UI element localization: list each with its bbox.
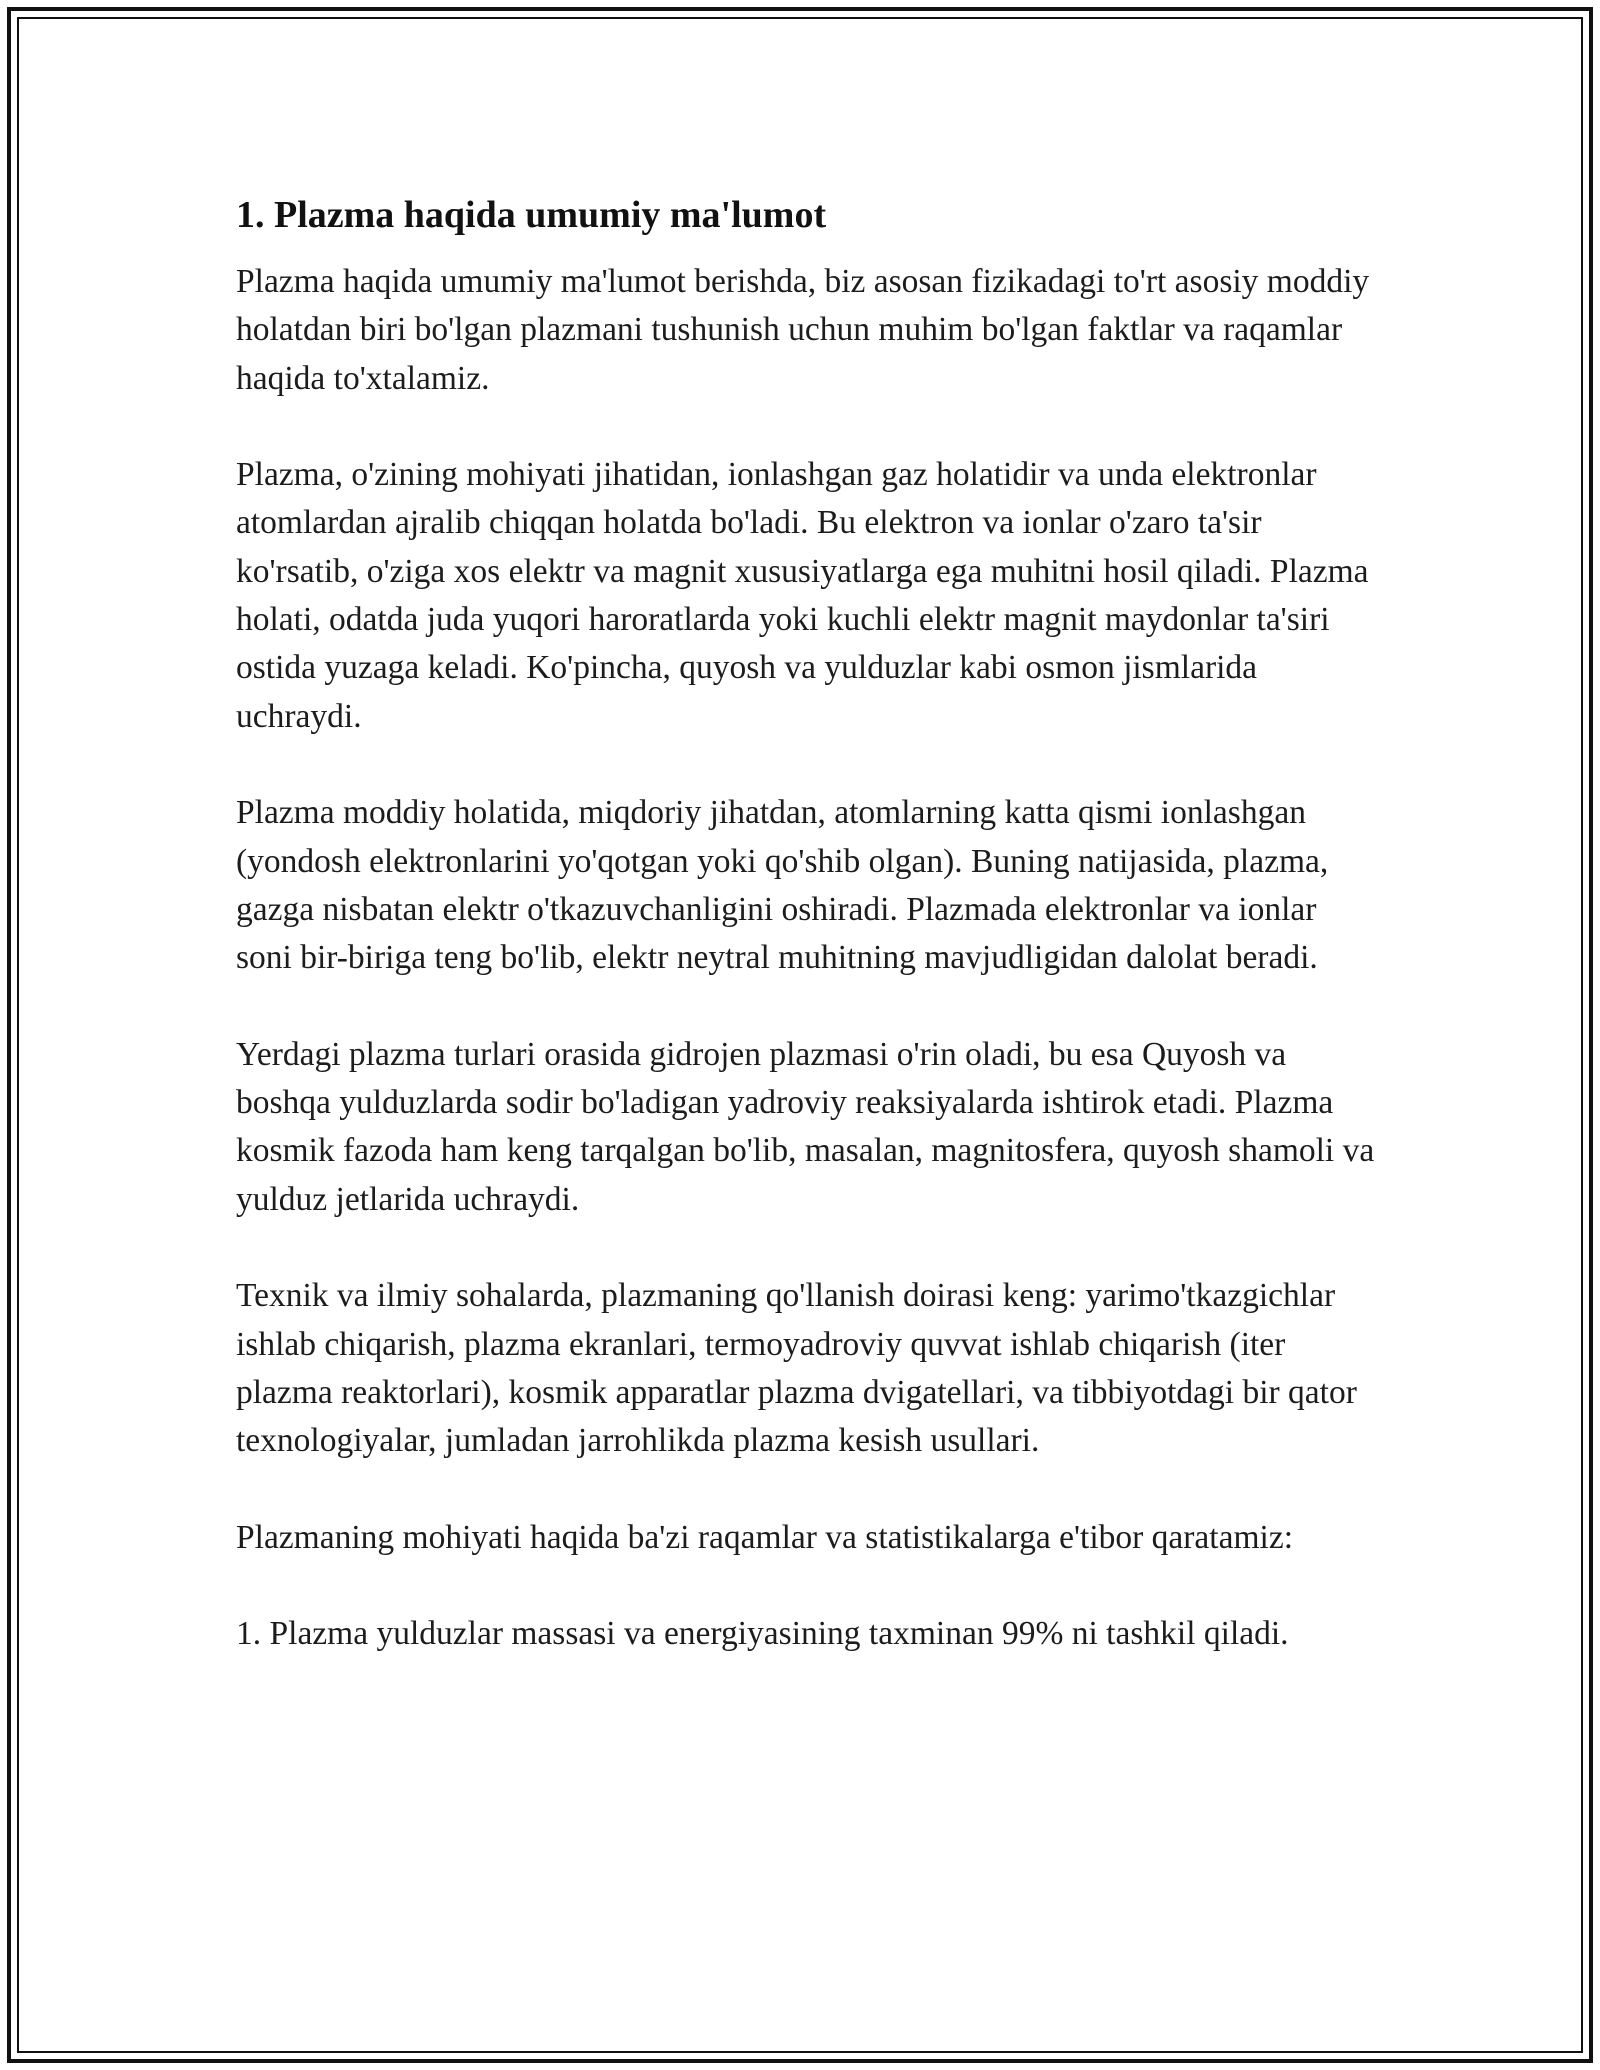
paragraph-intro: Plazma haqida umumiy ma'lumot berishda, biz asosan fizikadagi to'rt asosiy moddiy holatdan biri bo'lgan plazmani tushunish uchun muhim bo'lgan faktlar va raqamlar haqida to'xtalamiz.	[236, 263, 1370, 397]
paragraph-stat-item-1: 1. Plazma yulduzlar massasi va energiyasining taxminan 99% ni tashkil qiladi.	[236, 1615, 1289, 1653]
paragraph-definition: Plazma, o'zining mohiyati jihatidan, ionlashgan gaz holatidir va unda elektronlar atomlardan ajralib chiqqan holatda bo'ladi. Bu elektron va ionlar o'zaro ta'sir ko'rsatib, o'ziga xos elektr va magnit xususiyatlarga ega muhitni hosil qiladi. Plazma holati, odatda juda yuqori haroratlarda yoki kuchli elektr magnit maydonlar ta'siri ostida yuzaga keladi. Ko'pincha, quyosh va yulduzlar kabi osmon jismlarida uchraydi.	[236, 456, 1369, 735]
paragraph-statistics-intro: Plazmaning mohiyati haqida ba'zi raqamlar va statistikalarga e'tibor qaratamiz:	[236, 1518, 1294, 1556]
paragraph-ionization: Plazma moddiy holatida, miqdoriy jihatdan, atomlarning katta qismi ionlashgan (yondosh elektronlarini yo'qotgan yoki qo'shib olgan). Buning natijasida, plazma, gazga nisbatan elektr o'tkazuvchanligini oshiradi. Plazmada elektronlar va ionlar soni bir-biriga teng bo'lib, elektr neytral muhitning mavjudligidan dalolat beradi.	[236, 794, 1329, 977]
paragraph-plasma-types: Yerdagi plazma turlari orasida gidrojen plazmasi o'rin oladi, bu esa Quyosh va boshqa yulduzlarda sodir bo'ladigan yadroviy reaksiyalarda ishtirok etadi. Plazma kosmik fazoda ham keng tarqalgan bo'lib, masalan, magnitosfera, quyosh shamoli va yulduz jetlarida uchraydi.	[236, 1035, 1375, 1218]
section-heading: 1. Plazma haqida umumiy ma'lumot	[236, 194, 827, 236]
document-body	[236, 186, 1376, 1659]
paragraph-applications: Texnik va ilmiy sohalarda, plazmaning qo'llanish doirasi keng: yarimo'tkazgichlar ishlab chiqarish, plazma ekranlari, termoyadroviy quvvat ishlab chiqarish (iter plazma reaktorlari), kosmik apparatlar plazma dvigatellari, va tibbiyotdagi bir qator texnologiyalar, jumladan jarrohlikda plazma kesish usullari.	[236, 1277, 1357, 1460]
